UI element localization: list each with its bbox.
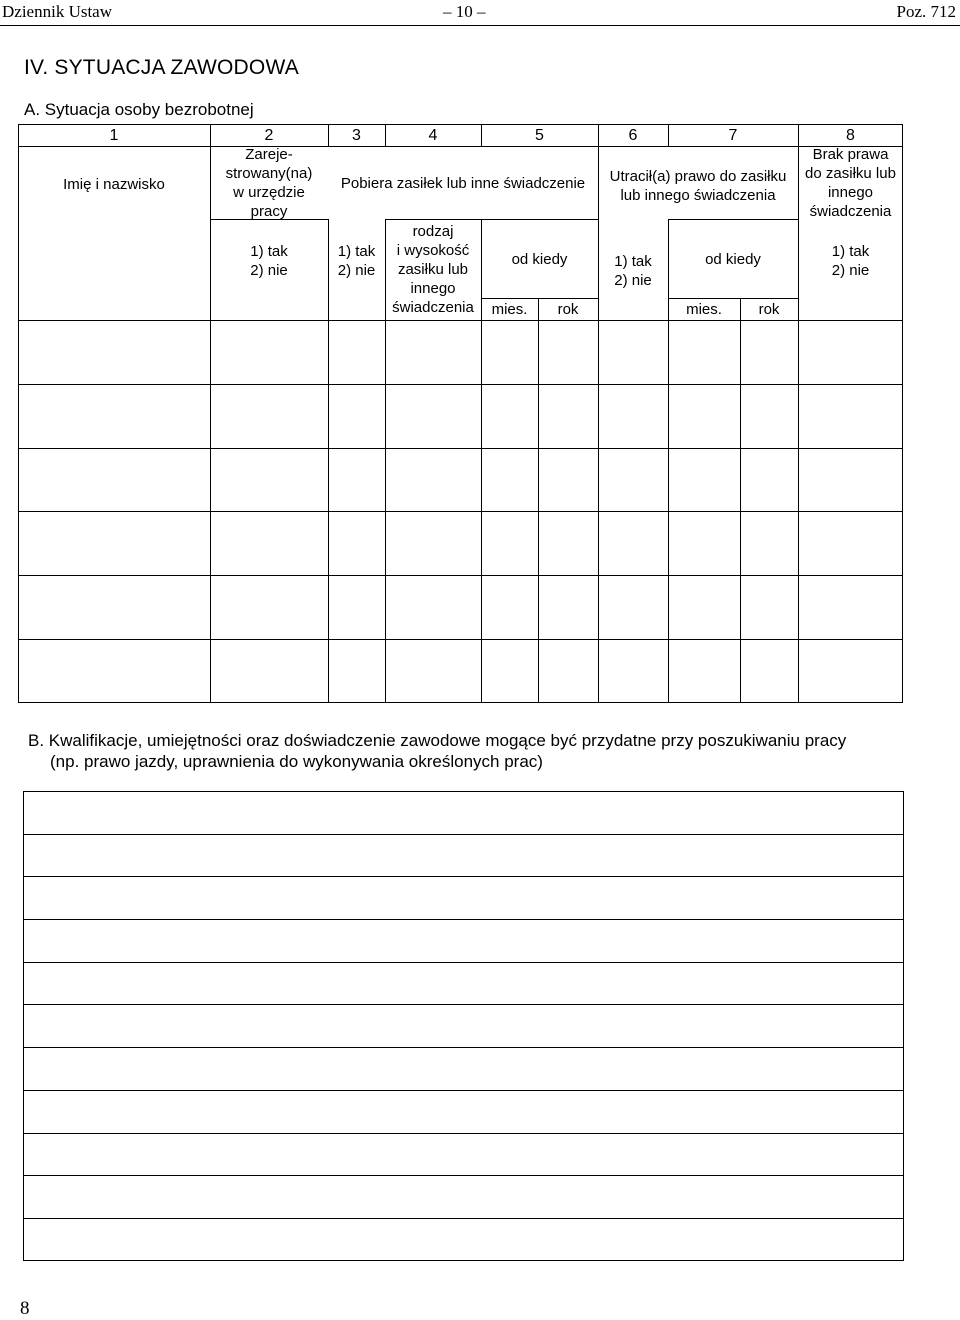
benefit-since-month: mies. — [491, 300, 528, 318]
col3-options: 1) tak 2) nie — [337, 243, 376, 279]
lost-since-month: mies. — [686, 300, 722, 318]
lost-right-header: Utracił(a) prawo do zasiłku lub innego świadczenia — [609, 168, 787, 204]
no-right-header: Brak prawa do zasiłku lub innego świadczenia — [805, 146, 896, 220]
benefit-since-year: rok — [557, 300, 579, 318]
position-number: Poz. 712 — [896, 2, 956, 21]
column-number-8: 8 — [846, 126, 855, 144]
journal-name: Dziennik Ustaw — [2, 2, 113, 21]
name-column-header: Imię i nazwisko — [63, 176, 165, 193]
benefit-type-amount-header: rodzaj i wysokość zasiłku lub innego świadczenia — [392, 223, 474, 316]
column-number-2: 2 — [264, 126, 274, 144]
column-number-7: 7 — [728, 126, 738, 144]
lost-since-year: rok — [758, 300, 780, 318]
column-number-5: 5 — [535, 126, 544, 144]
column-number-4: 4 — [428, 126, 438, 144]
registered-column-header: Zareje- strowany(na) w urzędzie pracy — [225, 146, 313, 220]
receives-benefit-header: Pobiera zasiłek lub inne świadczenie — [340, 174, 586, 192]
header-rule — [0, 25, 960, 26]
part-a-title: A. Sytuacja osoby bezrobotnej — [24, 100, 254, 119]
unemployed-situation-table — [18, 124, 903, 703]
col8-options: 1) tak 2) nie — [831, 243, 870, 279]
page-counter: – 10 – — [443, 2, 486, 21]
qualifications-table — [23, 791, 904, 1261]
column-number-3: 3 — [352, 126, 361, 144]
lost-since-header: od kiedy — [705, 250, 761, 268]
page-number: 8 — [20, 1298, 30, 1319]
section-title: IV. SYTUACJA ZAWODOWA — [24, 56, 299, 79]
col6-options: 1) tak 2) nie — [614, 253, 652, 289]
column-number-6: 6 — [628, 126, 638, 144]
col2-options: 1) tak 2) nie — [250, 243, 288, 279]
part-b-title: B. Kwalifikacje, umiejętności oraz doświadczenie zawodowe mogące być przydatne przy poszukiwaniu pracy (np. prawo jazdy, uprawnienia do wykonywania określonych prac) — [28, 731, 847, 771]
column-number-1: 1 — [109, 126, 119, 144]
table-b-grid — [23, 791, 904, 1261]
benefit-since-header: od kiedy — [511, 250, 568, 268]
